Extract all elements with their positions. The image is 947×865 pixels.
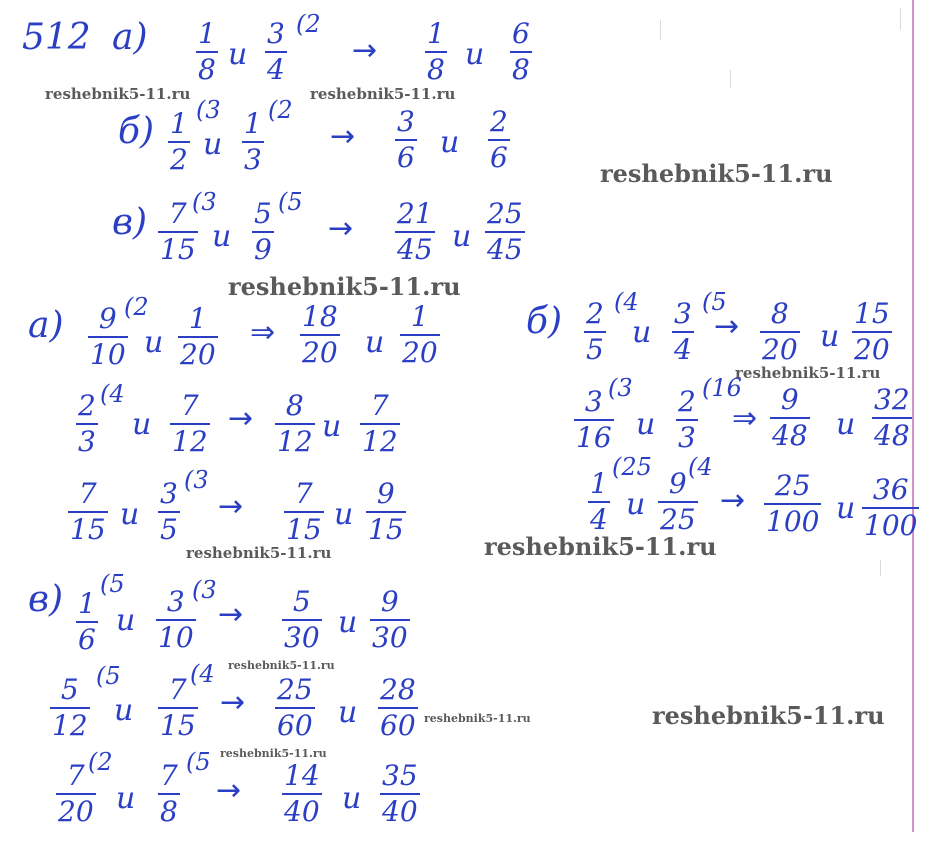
watermark: reshebnik5-11.ru [484,532,717,561]
fraction: $\frac{1}{3}$ [244,107,262,176]
multiplier: (3 [192,576,217,604]
multiplier: (4 [190,660,215,688]
fraction: $\frac{1}{20}$ [402,300,438,369]
fraction: $\frac{2}{5}$ [586,297,604,366]
conjunction: и [365,325,385,360]
fraction: $\frac{32}{48}$ [874,383,910,452]
fraction: $\frac{15}{20}$ [854,297,890,366]
fraction: $\frac{7}{15}$ [160,197,196,266]
fraction: $\frac{7}{15}$ [286,477,322,546]
fraction: $\frac{9}{48}$ [772,383,808,452]
conjunction: и [338,605,358,640]
fraction: $\frac{36}{100}$ [864,473,918,542]
multiplier: (5 [96,662,121,690]
fraction: $\frac{3}{6}$ [397,105,415,174]
fraction: $\frac{9}{10}$ [90,302,126,371]
conjunction: и [132,407,152,442]
conjunction: и [632,315,652,350]
multiplier: (3 [608,374,633,402]
arrow-icon: → [328,211,354,246]
grid-mark [660,20,661,40]
multiplier: (5 [278,188,303,216]
fraction: $\frac{9}{15}$ [368,477,404,546]
multiplier: (4 [614,288,639,316]
conjunction: и [836,407,856,442]
fraction: $\frac{7}{12}$ [362,389,398,458]
fraction: $\frac{1}{2}$ [170,107,188,176]
part-label: б) [526,301,563,342]
conjunction: и [120,497,140,532]
watermark: reshebnik5-11.ru [424,712,531,725]
part-label: в) [28,579,63,620]
fraction: $\frac{3}{5}$ [160,477,178,546]
watermark: reshebnik5-11.ru [186,544,332,562]
fraction: $\frac{5}{12}$ [52,673,88,742]
multiplier: (2 [268,96,293,124]
conjunction: и [334,497,354,532]
part-label: б) [118,111,155,152]
fraction: $\frac{7}{15}$ [70,477,106,546]
watermark: reshebnik5-11.ru [220,747,327,760]
fraction: $\frac{9}{30}$ [372,585,408,654]
multiplier: (4 [688,453,713,481]
multiplier: (3 [192,188,217,216]
multiplier: (3 [184,466,209,494]
watermark: reshebnik5-11.ru [228,659,335,672]
conjunction: и [144,325,164,360]
arrow-icon: → [216,773,242,808]
fraction: $\frac{28}{60}$ [380,673,416,742]
multiplier: (4 [100,380,125,408]
conjunction: и [452,219,472,254]
multiplier: (16 [702,374,742,402]
part-label: а) [112,17,148,58]
fraction: $\frac{25}{45}$ [487,197,523,266]
watermark: reshebnik5-11.ru [228,272,461,301]
multiplier: (2 [124,293,149,321]
fraction: $\frac{1}{4}$ [590,467,608,536]
fraction: $\frac{8}{12}$ [277,389,313,458]
fraction: $\frac{35}{40}$ [382,759,418,828]
arrow-icon: → [218,489,244,524]
margin-line [912,0,914,832]
fraction: $\frac{1}{20}$ [180,302,216,371]
conjunction: и [203,127,223,162]
grid-mark [900,8,901,30]
conjunction: и [228,37,248,72]
watermark: reshebnik5-11.ru [600,159,833,188]
multiplier: (5 [100,570,125,598]
fraction: $\frac{3}{10}$ [158,585,194,654]
fraction: $\frac{2}{3}$ [78,389,96,458]
fraction: $\frac{7}{20}$ [58,759,94,828]
arrow-double-icon: ⇒ [732,401,758,436]
watermark: reshebnik5-11.ru [310,85,456,103]
multiplier: (2 [88,748,113,776]
problem-number: 512 [22,17,91,58]
fraction: $\frac{5}{9}$ [254,197,272,266]
conjunction: и [836,491,856,526]
fraction: $\frac{6}{8}$ [512,17,530,86]
fraction: $\frac{14}{40}$ [284,759,320,828]
conjunction: и [114,693,134,728]
arrow-icon: → [218,597,244,632]
conjunction: и [820,319,840,354]
fraction: $\frac{7}{15}$ [160,673,196,742]
conjunction: и [116,781,136,816]
fraction: $\frac{25}{60}$ [277,673,313,742]
fraction: $\frac{5}{30}$ [284,585,320,654]
conjunction: и [440,125,460,160]
arrow-icon: → [720,483,746,518]
conjunction: и [636,407,656,442]
watermark: reshebnik5-11.ru [735,364,881,382]
fraction: $\frac{3}{16}$ [576,385,612,454]
watermark: reshebnik5-11.ru [652,701,885,730]
fraction: $\frac{18}{20}$ [302,300,338,369]
conjunction: и [626,487,646,522]
fraction: $\frac{2}{3}$ [678,385,696,454]
conjunction: и [116,603,136,638]
fraction: $\frac{3}{4}$ [267,17,285,86]
conjunction: и [212,219,232,254]
multiplier: (2 [296,10,321,38]
grid-mark [880,560,881,576]
multiplier: (3 [196,96,221,124]
fraction: $\frac{9}{25}$ [660,467,696,536]
fraction: $\frac{2}{6}$ [490,105,508,174]
fraction: $\frac{8}{20}$ [762,297,798,366]
arrow-icon: → [220,685,246,720]
part-label: в) [112,202,147,243]
fraction: $\frac{1}{8}$ [427,17,445,86]
multiplier: (25 [612,453,652,481]
conjunction: и [465,37,485,72]
conjunction: и [338,695,358,730]
fraction: $\frac{7}{8}$ [160,759,178,828]
fraction: $\frac{21}{45}$ [397,197,433,266]
part-label: а) [28,305,64,346]
conjunction: и [342,781,362,816]
arrow-double-icon: ⇒ [250,315,276,350]
fraction: $\frac{25}{100}$ [766,469,820,538]
grid-mark [730,70,731,88]
conjunction: и [322,409,342,444]
watermark: reshebnik5-11.ru [45,85,191,103]
fraction: $\frac{7}{12}$ [172,389,208,458]
fraction: $\frac{3}{4}$ [674,297,692,366]
multiplier: (5 [702,288,727,316]
arrow-icon: → [228,401,254,436]
arrow-icon: → [352,33,378,68]
arrow-icon: → [714,309,740,344]
fraction: $\frac{1}{8}$ [198,17,216,86]
multiplier: (5 [186,748,211,776]
arrow-icon: → [330,119,356,154]
fraction: $\frac{1}{6}$ [78,587,96,656]
